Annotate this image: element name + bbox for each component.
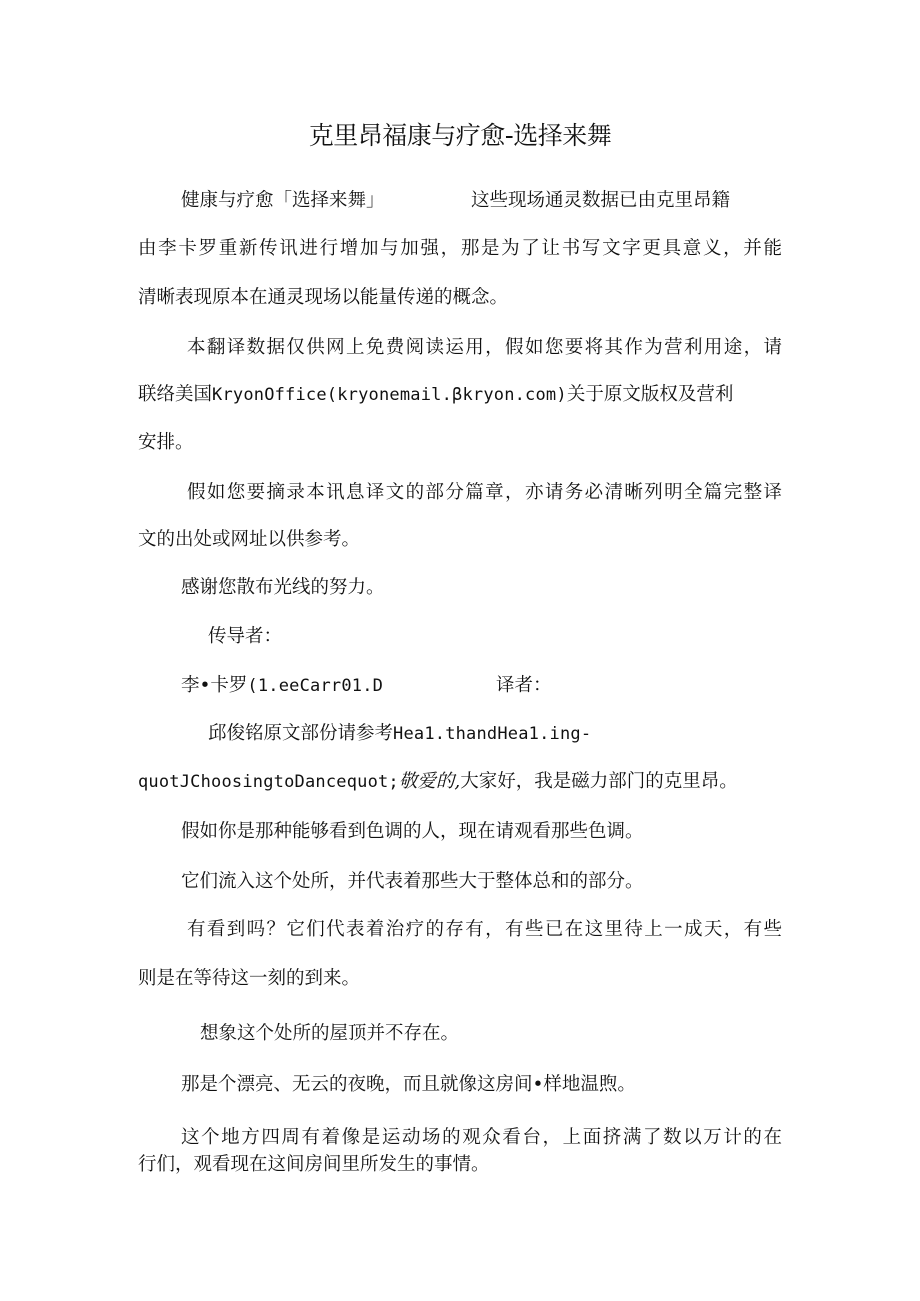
body-p6-line1: 这个地方四周有着像是运动场的观众看台，上面挤满了数以万计的在 [181,1127,782,1148]
translator-line1-a: 邱俊铭原文部份请参考 [208,723,394,744]
notice-line1: 本翻译数据仅供网上免费阅读运用，假如您要将其作为营利用途，请 [187,337,782,358]
notice-line3: 安排。 [138,432,194,453]
contact-email-text: KryonOffice(kryonemail.βkryon.com) [212,385,567,405]
notice-line2-c: 关于原文版权及营利 [566,384,734,405]
body-p3-line1: 有看到吗？它们代表着治疗的存有，有些已在这里待上一成天，有些 [187,919,782,940]
translator-line2 [138,770,738,794]
body-p3-line2: 则是在等待这一刻的到来。 [138,968,361,989]
greeting-rest: 大家好，我是磁力部门的克里昂。 [460,771,738,792]
notice-line2-a: 联络美国 [138,384,213,405]
translator-label: 译者： [496,675,552,696]
body-p2: 它们流入这个处所，并代表着那些大于整体总和的部分。 [181,871,644,892]
notice-line2 [138,383,733,407]
intro-label: 健康与疗愈「选择来舞」 [181,190,385,211]
intro-line3: 清晰表现原本在通灵现场以能量传递的概念。 [138,287,509,308]
author-name [181,674,383,698]
reference-title-part2: quotJChoosingtoDancequot; [138,772,399,792]
excerpt-line1: 假如您要摘录本讯息译文的部分篇章，亦请务必清晰列明全篇完整译 [187,482,782,503]
body-p6-line2: 行们，观看现在这间房间里所发生的事情。 [138,1154,490,1175]
body-p4: 想象这个处所的屋顶并不存在。 [200,1023,460,1044]
author-name-latin: (1.eeCarr01.D [247,676,384,696]
body-p5: 那是个漂亮、无云的夜晚，而且就像这房间•样地温煦。 [181,1074,636,1095]
reference-title-part1: Hea1.thandHea1.ing- [393,724,592,744]
intro-line2: 由李卡罗重新传讯进行增加与加强，那是为了让书写文字更具意义，并能 [138,238,782,259]
greeting-italic: 敬爱的, [398,771,461,792]
excerpt-line2: 文的出处或网址以供参考。 [138,529,361,550]
translator-line1 [208,722,591,746]
intro-line1-right: 这些现场通灵数据已由克里昂籍 [471,190,731,211]
body-p1: 假如你是那种能够看到色调的人，现在请观看那些色调。 [181,821,644,842]
channel-label: 传导者： [208,626,283,647]
document-title: 克里昂福康与疗愈-选择来舞 [308,121,612,150]
thanks-line: 感谢您散布光线的努力。 [181,577,385,598]
author-name-cn: 李•卡罗 [181,675,248,696]
